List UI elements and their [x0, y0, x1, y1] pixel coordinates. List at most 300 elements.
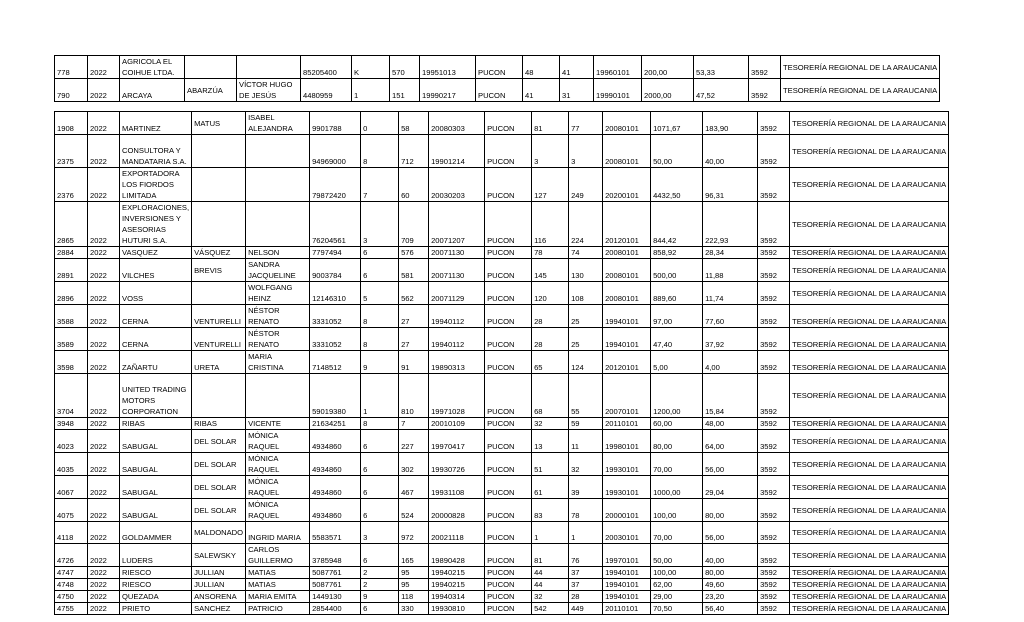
- cell-amt2: 77,60: [703, 305, 758, 328]
- cell-rut: 76204561: [310, 202, 361, 247]
- table-row: [55, 135, 949, 168]
- cell-date2: 20070101: [603, 374, 651, 418]
- cell-date2: 19930101: [603, 476, 651, 499]
- cell-name: AGRICOLA EL COIHUE LTDA.: [120, 56, 185, 79]
- cell-name: CERNA: [120, 328, 192, 351]
- cell-amt2: 15,84: [703, 374, 758, 418]
- cell-date1: 19940112: [429, 328, 485, 351]
- cell-amt2: 96,31: [703, 168, 758, 202]
- cell-first: MÓNICA RAQUEL: [246, 476, 310, 499]
- cell-amt2: 40,00: [703, 135, 758, 168]
- cell-c1: 28: [532, 328, 569, 351]
- cell-c1: 13: [532, 430, 569, 453]
- cell-year: 2022: [88, 259, 120, 282]
- cell-rut: 3331052: [310, 305, 361, 328]
- cell-date2: 20110101: [603, 603, 651, 615]
- cell-date1: 20071129: [429, 282, 485, 305]
- cell-year: 2022: [88, 56, 120, 79]
- cell-num: 7: [399, 418, 429, 430]
- cell-date2: 20120101: [603, 202, 651, 247]
- cell-rut: 4934860: [310, 476, 361, 499]
- cell-date2: 20000101: [603, 499, 651, 522]
- cell-city: PUCON: [485, 522, 532, 544]
- cell-first: MATIAS: [246, 567, 310, 579]
- cell-first: CARLOS GUILLERMO: [246, 544, 310, 567]
- cell-year: 2022: [88, 579, 120, 591]
- cell-date1: 19940112: [429, 305, 485, 328]
- cell-year: 2022: [88, 135, 120, 168]
- cell-date1: 20071130: [429, 259, 485, 282]
- cell-surname2: [185, 56, 237, 79]
- cell-rut: 5583571: [310, 522, 361, 544]
- cell-amt1: 100,00: [651, 567, 703, 579]
- cell-c1: 65: [532, 351, 569, 374]
- table-row: [55, 305, 949, 328]
- cell-date2: 20110101: [603, 418, 651, 430]
- cell-code: 3592: [758, 282, 790, 305]
- cell-surname2: ANSORENA: [192, 591, 246, 603]
- cell-num: 95: [399, 579, 429, 591]
- cell-dv: 2: [361, 579, 399, 591]
- table-row: [55, 453, 949, 476]
- cell-date2: 19980101: [603, 430, 651, 453]
- cell-amt1: 100,00: [651, 499, 703, 522]
- cell-id: 3598: [55, 351, 88, 374]
- cell-c1: 83: [532, 499, 569, 522]
- cell-year: 2022: [88, 603, 120, 615]
- table-row: [55, 259, 949, 282]
- cell-amt2: 28,34: [703, 247, 758, 259]
- cell-id: 4750: [55, 591, 88, 603]
- cell-amt1: 80,00: [651, 430, 703, 453]
- cell-dv: K: [352, 56, 390, 79]
- cell-c1: 32: [532, 591, 569, 603]
- cell-surname2: [192, 135, 246, 168]
- cell-amt1: 4432,50: [651, 168, 703, 202]
- cell-first: VICENTE: [246, 418, 310, 430]
- cell-name: SABUGAL: [120, 476, 192, 499]
- cell-id: 2884: [55, 247, 88, 259]
- cell-surname2: MATUS: [192, 112, 246, 135]
- cell-name: QUEZADA: [120, 591, 192, 603]
- cell-city: PUCON: [485, 476, 532, 499]
- cell-amt1: 50,00: [651, 135, 703, 168]
- cell-first: PATRICIO: [246, 603, 310, 615]
- table-row: [55, 579, 949, 591]
- cell-code: 3592: [758, 247, 790, 259]
- cell-rut: 94969000: [310, 135, 361, 168]
- cell-city: PUCON: [485, 328, 532, 351]
- cell-city: PUCON: [485, 202, 532, 247]
- cell-name: RIESCO: [120, 579, 192, 591]
- cell-id: 4075: [55, 499, 88, 522]
- cell-first: MÓNICA RAQUEL: [246, 499, 310, 522]
- cell-amt2: 48,00: [703, 418, 758, 430]
- cell-surname2: JULLIAN: [192, 579, 246, 591]
- cell-dv: 7: [361, 168, 399, 202]
- cell-date2: 19930101: [603, 453, 651, 476]
- table-row: [55, 476, 949, 499]
- cell-entity: TESORERÍA REGIONAL DE LA ARAUCANIA: [790, 247, 949, 259]
- cell-amt1: 70,00: [651, 453, 703, 476]
- cell-date1: 19940215: [429, 579, 485, 591]
- cell-date1: 19940215: [429, 567, 485, 579]
- cell-year: 2022: [88, 544, 120, 567]
- cell-id: 1908: [55, 112, 88, 135]
- cell-rut: 21634251: [310, 418, 361, 430]
- table-row: [55, 374, 949, 418]
- cell-rut: 2854400: [310, 603, 361, 615]
- cell-entity: TESORERÍA REGIONAL DE LA ARAUCANIA: [781, 79, 940, 102]
- cell-city: PUCON: [485, 282, 532, 305]
- cell-first: MÓNICA RAQUEL: [246, 430, 310, 453]
- cell-dv: 0: [361, 112, 399, 135]
- cell-amt1: 2000,00: [642, 79, 694, 102]
- cell-name: LUDERS: [120, 544, 192, 567]
- cell-year: 2022: [88, 430, 120, 453]
- cell-surname2: DEL SOLAR: [192, 476, 246, 499]
- cell-c2: 25: [569, 305, 603, 328]
- cell-city: PUCON: [485, 374, 532, 418]
- cell-city: PUCON: [485, 579, 532, 591]
- cell-date2: 19940101: [603, 579, 651, 591]
- cell-rut: 4480959: [301, 79, 352, 102]
- cell-code: 3592: [758, 374, 790, 418]
- cell-name: RIBAS: [120, 418, 192, 430]
- cell-surname2: BREVIS: [192, 259, 246, 282]
- table-row: [55, 351, 949, 374]
- cell-amt2: 37,92: [703, 328, 758, 351]
- cell-year: 2022: [88, 282, 120, 305]
- cell-first: MARIA EMITA: [246, 591, 310, 603]
- cell-c2: 1: [569, 522, 603, 544]
- cell-code: 3592: [758, 603, 790, 615]
- cell-amt1: 47,40: [651, 328, 703, 351]
- cell-num: 562: [399, 282, 429, 305]
- table-row: [55, 56, 940, 79]
- cell-amt2: 56,40: [703, 603, 758, 615]
- cell-amt1: 62,00: [651, 579, 703, 591]
- cell-c1: 81: [532, 112, 569, 135]
- cell-c1: 48: [523, 56, 560, 79]
- cell-num: 712: [399, 135, 429, 168]
- cell-dv: 8: [361, 305, 399, 328]
- cell-amt2: 29,04: [703, 476, 758, 499]
- cell-rut: 4934860: [310, 430, 361, 453]
- cell-c2: 130: [569, 259, 603, 282]
- cell-amt1: 200,00: [642, 56, 694, 79]
- cell-rut: 9901788: [310, 112, 361, 135]
- cell-surname2: JULLIAN: [192, 567, 246, 579]
- table-row: [55, 603, 949, 615]
- cell-code: 3592: [758, 567, 790, 579]
- cell-rut: 7148512: [310, 351, 361, 374]
- cell-first: VÍCTOR HUGO DE JESÚS: [237, 79, 301, 102]
- cell-dv: 6: [361, 247, 399, 259]
- cell-c1: 68: [532, 374, 569, 418]
- cell-surname2: SANCHEZ: [192, 603, 246, 615]
- cell-c2: 59: [569, 418, 603, 430]
- cell-surname2: [192, 282, 246, 305]
- cell-c1: 78: [532, 247, 569, 259]
- cell-c1: 542: [532, 603, 569, 615]
- cell-entity: TESORERÍA REGIONAL DE LA ARAUCANIA: [790, 135, 949, 168]
- cell-num: 581: [399, 259, 429, 282]
- cell-name: UNITED TRADING MOTORS CORPORATION: [120, 374, 192, 418]
- cell-surname2: SALEWSKY: [192, 544, 246, 567]
- cell-date1: 20071130: [429, 247, 485, 259]
- cell-dv: 8: [361, 135, 399, 168]
- cell-first: NÉSTOR RENATO: [246, 305, 310, 328]
- cell-amt1: 29,00: [651, 591, 703, 603]
- cell-num: 302: [399, 453, 429, 476]
- cell-surname2: DEL SOLAR: [192, 499, 246, 522]
- cell-year: 2022: [88, 351, 120, 374]
- cell-city: PUCON: [485, 499, 532, 522]
- cell-rut: 4934860: [310, 453, 361, 476]
- cell-amt2: 80,00: [703, 499, 758, 522]
- cell-code: 3592: [758, 328, 790, 351]
- cell-dv: 3: [361, 522, 399, 544]
- table-row: [55, 567, 949, 579]
- cell-code: 3592: [758, 418, 790, 430]
- cell-first: [246, 374, 310, 418]
- cell-num: 165: [399, 544, 429, 567]
- cell-c2: 449: [569, 603, 603, 615]
- cell-c2: 76: [569, 544, 603, 567]
- cell-date1: 19990217: [420, 79, 476, 102]
- cell-num: 27: [399, 305, 429, 328]
- cell-num: 810: [399, 374, 429, 418]
- cell-c2: 124: [569, 351, 603, 374]
- records-table-main: [54, 111, 949, 615]
- cell-first: NELSON: [246, 247, 310, 259]
- cell-entity: TESORERÍA REGIONAL DE LA ARAUCANIA: [790, 418, 949, 430]
- cell-year: 2022: [88, 522, 120, 544]
- cell-date2: 19940101: [603, 328, 651, 351]
- cell-id: 4023: [55, 430, 88, 453]
- cell-amt1: 844,42: [651, 202, 703, 247]
- cell-dv: 6: [361, 499, 399, 522]
- cell-amt2: 53,33: [694, 56, 749, 79]
- cell-date2: 20120101: [603, 351, 651, 374]
- table-row: [55, 112, 949, 135]
- cell-surname2: MALDONADO: [192, 522, 246, 544]
- cell-c1: 116: [532, 202, 569, 247]
- cell-date1: 19901214: [429, 135, 485, 168]
- cell-year: 2022: [88, 453, 120, 476]
- cell-first: SANDRA JACQUELINE: [246, 259, 310, 282]
- cell-date1: 19930810: [429, 603, 485, 615]
- cell-dv: 2: [361, 567, 399, 579]
- table-row: [55, 418, 949, 430]
- cell-id: 2891: [55, 259, 88, 282]
- cell-first: MATIAS: [246, 579, 310, 591]
- cell-amt2: 56,00: [703, 522, 758, 544]
- cell-c1: 61: [532, 476, 569, 499]
- cell-amt1: 1071,67: [651, 112, 703, 135]
- cell-rut: 79872420: [310, 168, 361, 202]
- cell-c1: 28: [532, 305, 569, 328]
- cell-dv: 6: [361, 476, 399, 499]
- cell-id: 778: [55, 56, 88, 79]
- cell-date2: 19970101: [603, 544, 651, 567]
- cell-c2: 108: [569, 282, 603, 305]
- cell-code: 3592: [758, 259, 790, 282]
- cell-name: VILCHES: [120, 259, 192, 282]
- cell-rut: 1449130: [310, 591, 361, 603]
- cell-date1: 20000828: [429, 499, 485, 522]
- cell-c1: 3: [532, 135, 569, 168]
- cell-date1: 19951013: [420, 56, 476, 79]
- table-row: [55, 79, 940, 102]
- cell-name: SABUGAL: [120, 499, 192, 522]
- cell-name: MARTINEZ: [120, 112, 192, 135]
- cell-c1: 145: [532, 259, 569, 282]
- cell-dv: 5: [361, 282, 399, 305]
- cell-code: 3592: [758, 430, 790, 453]
- cell-amt1: 1200,00: [651, 374, 703, 418]
- cell-date1: 19971028: [429, 374, 485, 418]
- cell-c1: 44: [532, 567, 569, 579]
- cell-entity: TESORERÍA REGIONAL DE LA ARAUCANIA: [790, 112, 949, 135]
- cell-city: PUCON: [485, 305, 532, 328]
- cell-num: 570: [390, 56, 420, 79]
- cell-c2: 31: [560, 79, 594, 102]
- cell-id: 3589: [55, 328, 88, 351]
- cell-entity: TESORERÍA REGIONAL DE LA ARAUCANIA: [790, 591, 949, 603]
- cell-c2: 77: [569, 112, 603, 135]
- cell-name: VASQUEZ: [120, 247, 192, 259]
- cell-rut: 5087761: [310, 567, 361, 579]
- cell-date1: 19931108: [429, 476, 485, 499]
- cell-surname2: ABARZÚA: [185, 79, 237, 102]
- cell-code: 3592: [749, 56, 781, 79]
- cell-num: 467: [399, 476, 429, 499]
- cell-date2: 20080101: [603, 112, 651, 135]
- cell-name: VOSS: [120, 282, 192, 305]
- cell-c2: 32: [569, 453, 603, 476]
- cell-name: ARCAYA: [120, 79, 185, 102]
- cell-surname2: [192, 202, 246, 247]
- cell-entity: TESORERÍA REGIONAL DE LA ARAUCANIA: [790, 567, 949, 579]
- cell-amt2: 11,74: [703, 282, 758, 305]
- cell-code: 3592: [758, 499, 790, 522]
- cell-date1: 19930726: [429, 453, 485, 476]
- cell-city: PUCON: [485, 430, 532, 453]
- cell-date1: 20021118: [429, 522, 485, 544]
- cell-city: PUCON: [485, 135, 532, 168]
- cell-amt2: 64,00: [703, 430, 758, 453]
- cell-year: 2022: [88, 567, 120, 579]
- cell-amt2: 11,88: [703, 259, 758, 282]
- cell-first: [246, 202, 310, 247]
- cell-code: 3592: [758, 351, 790, 374]
- table-row: [55, 499, 949, 522]
- cell-num: 524: [399, 499, 429, 522]
- cell-year: 2022: [88, 591, 120, 603]
- cell-id: 2375: [55, 135, 88, 168]
- cell-amt2: 40,00: [703, 544, 758, 567]
- cell-name: EXPLORACIONES, INVERSIONES Y ASESORIAS HUTURI S.A.: [120, 202, 192, 247]
- cell-c1: 127: [532, 168, 569, 202]
- cell-c2: 55: [569, 374, 603, 418]
- cell-code: 3592: [758, 112, 790, 135]
- cell-amt1: 1000,00: [651, 476, 703, 499]
- cell-date2: 20080101: [603, 247, 651, 259]
- cell-city: PUCON: [485, 418, 532, 430]
- table-row: [55, 168, 949, 202]
- cell-num: 118: [399, 591, 429, 603]
- cell-code: 3592: [758, 544, 790, 567]
- cell-surname2: DEL SOLAR: [192, 430, 246, 453]
- cell-rut: 3785948: [310, 544, 361, 567]
- cell-amt1: 60,00: [651, 418, 703, 430]
- cell-dv: 8: [361, 418, 399, 430]
- cell-date1: 19890313: [429, 351, 485, 374]
- cell-c1: 120: [532, 282, 569, 305]
- cell-entity: TESORERÍA REGIONAL DE LA ARAUCANIA: [790, 453, 949, 476]
- cell-entity: TESORERÍA REGIONAL DE LA ARAUCANIA: [790, 499, 949, 522]
- table-row: [55, 544, 949, 567]
- cell-code: 3592: [758, 453, 790, 476]
- cell-name: CONSULTORA Y MANDATARIA S.A.: [120, 135, 192, 168]
- cell-entity: TESORERÍA REGIONAL DE LA ARAUCANIA: [790, 328, 949, 351]
- cell-dv: 8: [361, 328, 399, 351]
- cell-city: PUCON: [485, 453, 532, 476]
- cell-city: PUCON: [485, 603, 532, 615]
- cell-city: PUCON: [476, 79, 523, 102]
- cell-c2: 28: [569, 591, 603, 603]
- cell-entity: TESORERÍA REGIONAL DE LA ARAUCANIA: [790, 282, 949, 305]
- cell-city: PUCON: [485, 544, 532, 567]
- cell-c2: 249: [569, 168, 603, 202]
- cell-year: 2022: [88, 112, 120, 135]
- cell-date2: 20080101: [603, 282, 651, 305]
- cell-amt1: 889,60: [651, 282, 703, 305]
- cell-first: [246, 168, 310, 202]
- cell-rut: 3331052: [310, 328, 361, 351]
- cell-amt2: 222,93: [703, 202, 758, 247]
- cell-id: 4748: [55, 579, 88, 591]
- cell-rut: 5087761: [310, 579, 361, 591]
- cell-surname2: [192, 168, 246, 202]
- cell-num: 91: [399, 351, 429, 374]
- cell-year: 2022: [88, 247, 120, 259]
- cell-dv: 1: [352, 79, 390, 102]
- records-table-top: [54, 55, 940, 102]
- table-row: [55, 522, 949, 544]
- cell-name: PRIETO: [120, 603, 192, 615]
- table-row: [55, 591, 949, 603]
- cell-id: 4118: [55, 522, 88, 544]
- cell-date2: 19940101: [603, 567, 651, 579]
- cell-entity: TESORERÍA REGIONAL DE LA ARAUCANIA: [790, 305, 949, 328]
- table-row: [55, 202, 949, 247]
- table-row: [55, 430, 949, 453]
- cell-id: 2865: [55, 202, 88, 247]
- cell-name: RIESCO: [120, 567, 192, 579]
- cell-city: PUCON: [485, 168, 532, 202]
- cell-date1: 19970417: [429, 430, 485, 453]
- cell-dv: 6: [361, 603, 399, 615]
- cell-c2: 37: [569, 579, 603, 591]
- cell-c2: 224: [569, 202, 603, 247]
- cell-amt2: 80,00: [703, 567, 758, 579]
- cell-entity: TESORERÍA REGIONAL DE LA ARAUCANIA: [790, 544, 949, 567]
- cell-num: 58: [399, 112, 429, 135]
- cell-amt2: 49,60: [703, 579, 758, 591]
